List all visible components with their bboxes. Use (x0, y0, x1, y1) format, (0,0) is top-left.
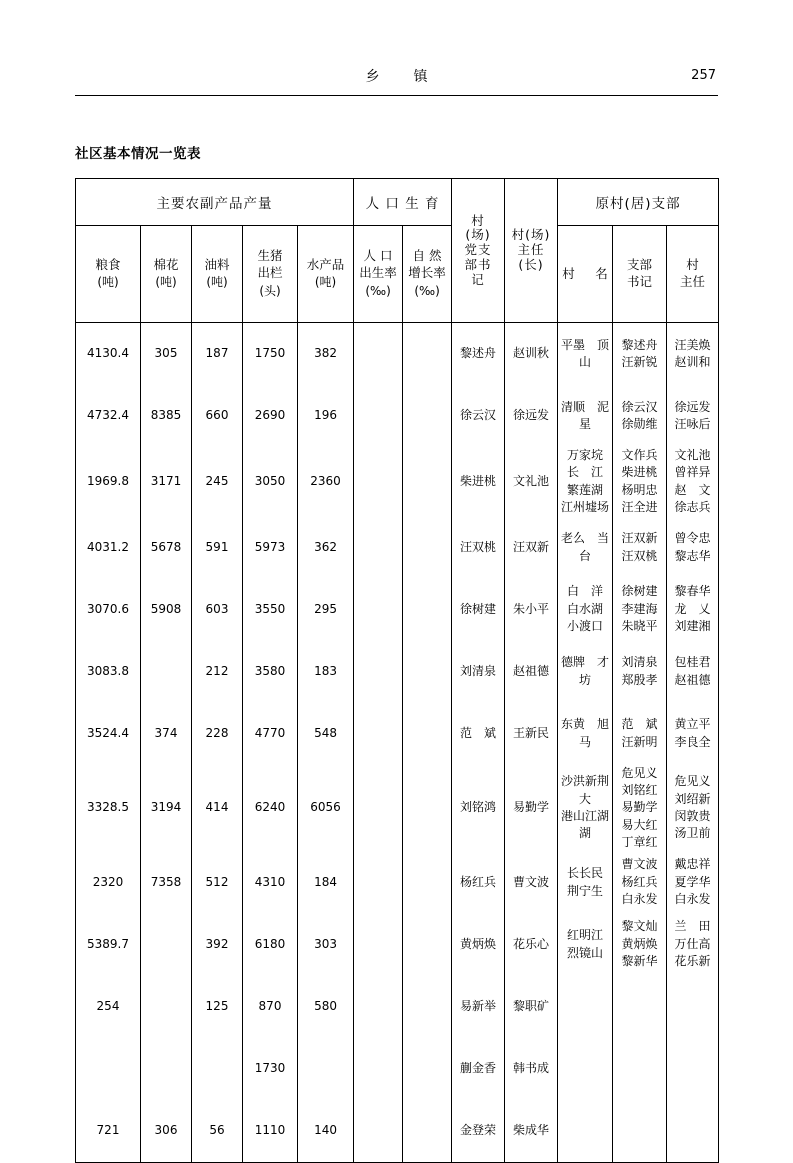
cell-branch-secretary (613, 976, 667, 1038)
cell-growthrate (403, 852, 452, 914)
cell-birthrate (354, 914, 403, 976)
cell-village-director (667, 1038, 719, 1100)
header-title: 乡 镇 (365, 69, 438, 85)
cell-party-secretary: 黎述舟 (452, 323, 505, 386)
cell-village-head: 曹文波 (505, 852, 558, 914)
cell-branch-secretary: 危见义 刘铭红 易勤学 易大红 丁章红 (613, 765, 667, 852)
cell-branch-secretary: 汪双新 汪双桃 (613, 517, 667, 579)
col-header-growthrate: 自 然 增长率 (‰) (403, 226, 452, 323)
table-row (76, 765, 719, 852)
cell-party-secretary: 刘清泉 (452, 641, 505, 703)
cell-village-name (558, 1100, 613, 1163)
cell-growthrate (403, 517, 452, 579)
cell-village-head: 花乐心 (505, 914, 558, 976)
cell-cotton (141, 641, 192, 703)
cell-growthrate (403, 641, 452, 703)
cell-cotton: 305 (141, 323, 192, 386)
cell-birthrate (354, 323, 403, 386)
cell-village-name: 老么 当台 (558, 517, 613, 579)
cell-village-name: 平墨 顶山 (558, 323, 613, 386)
cell-village-name: 德牌 才坊 (558, 641, 613, 703)
cell-oil: 212 (192, 641, 243, 703)
cell-village-name: 万家垸 长 江 繁莲湖 江州墟场 (558, 447, 613, 517)
group-header-products: 主要农副产品产量 (76, 179, 354, 226)
cell-village-director (667, 976, 719, 1038)
cell-branch-secretary: 范 斌 汪新明 (613, 703, 667, 765)
cell-cotton: 374 (141, 703, 192, 765)
cell-birthrate (354, 852, 403, 914)
cell-village-head: 汪双新 (505, 517, 558, 579)
cell-village-director: 黎春华 龙 乂 刘建湘 (667, 579, 719, 641)
table-container (75, 178, 718, 1163)
cell-village-head: 韩书成 (505, 1038, 558, 1100)
cell-growthrate (403, 765, 452, 852)
cell-party-secretary: 金登荣 (452, 1100, 505, 1163)
cell-village-head: 文礼池 (505, 447, 558, 517)
cell-aquatic: 295 (298, 579, 354, 641)
cell-growthrate (403, 1038, 452, 1100)
group-header-original-branch: 原村(居)支部 (558, 179, 719, 226)
cell-growthrate (403, 323, 452, 386)
cell-grain: 1969.8 (76, 447, 141, 517)
cell-party-secretary: 杨红兵 (452, 852, 505, 914)
cell-growthrate (403, 385, 452, 447)
cell-cotton: 8385 (141, 385, 192, 447)
cell-oil (192, 1038, 243, 1100)
cell-hogs: 6240 (243, 765, 298, 852)
cell-village-name: 沙洪新荆大 港山江湖湖 (558, 765, 613, 852)
community-overview-table (75, 178, 719, 1163)
cell-grain: 2320 (76, 852, 141, 914)
cell-aquatic: 183 (298, 641, 354, 703)
cell-village-head: 徐远发 (505, 385, 558, 447)
col-header-hogs: 生猪 出栏 (头) (243, 226, 298, 323)
cell-oil: 228 (192, 703, 243, 765)
table-body (76, 323, 719, 1163)
cell-village-name: 红明江 烈镜山 (558, 914, 613, 976)
cell-hogs: 3550 (243, 579, 298, 641)
cell-party-secretary: 黄炳焕 (452, 914, 505, 976)
cell-grain: 4732.4 (76, 385, 141, 447)
cell-oil: 56 (192, 1100, 243, 1163)
cell-cotton (141, 914, 192, 976)
table-row (76, 703, 719, 765)
cell-birthrate (354, 1038, 403, 1100)
cell-grain: 254 (76, 976, 141, 1038)
cell-aquatic: 548 (298, 703, 354, 765)
col-header-oil: 油料 (吨) (192, 226, 243, 323)
cell-hogs: 3580 (243, 641, 298, 703)
cell-hogs: 1730 (243, 1038, 298, 1100)
cell-oil: 414 (192, 765, 243, 852)
cell-village-director (667, 1100, 719, 1163)
table-sub-header-row (76, 226, 719, 323)
cell-village-name (558, 1038, 613, 1100)
cell-party-secretary: 柴进桃 (452, 447, 505, 517)
cell-cotton: 5678 (141, 517, 192, 579)
cell-oil: 187 (192, 323, 243, 386)
group-header-party-secretary: 村 (场) 党支 部书 记 (452, 179, 505, 323)
cell-aquatic: 2360 (298, 447, 354, 517)
cell-aquatic: 362 (298, 517, 354, 579)
cell-hogs: 6180 (243, 914, 298, 976)
col-header-aquatic: 水产品 (吨) (298, 226, 354, 323)
page-number: 257 (691, 68, 716, 83)
cell-hogs: 2690 (243, 385, 298, 447)
col-header-birthrate: 人 口 出生率 (‰) (354, 226, 403, 323)
group-header-village-head: 村(场) 主任 (长) (505, 179, 558, 323)
cell-village-head: 朱小平 (505, 579, 558, 641)
cell-cotton (141, 976, 192, 1038)
col-header-grain: 粮食 (吨) (76, 226, 141, 323)
col-header-cotton: 棉花 (吨) (141, 226, 192, 323)
cell-grain: 3083.8 (76, 641, 141, 703)
cell-branch-secretary: 徐树建 李建海 朱晓平 (613, 579, 667, 641)
cell-hogs: 3050 (243, 447, 298, 517)
cell-hogs: 1110 (243, 1100, 298, 1163)
cell-cotton (141, 1038, 192, 1100)
table-row (76, 447, 719, 517)
cell-grain (76, 1038, 141, 1100)
cell-branch-secretary (613, 1038, 667, 1100)
table-row (76, 323, 719, 386)
table-row (76, 579, 719, 641)
cell-village-name: 清顺 泥星 (558, 385, 613, 447)
cell-growthrate (403, 976, 452, 1038)
cell-village-director: 包桂君 赵祖德 (667, 641, 719, 703)
cell-grain: 4130.4 (76, 323, 141, 386)
cell-village-name: 东黄 旭马 (558, 703, 613, 765)
cell-birthrate (354, 385, 403, 447)
cell-cotton: 5908 (141, 579, 192, 641)
cell-birthrate (354, 765, 403, 852)
cell-party-secretary: 易新举 (452, 976, 505, 1038)
cell-grain: 4031.2 (76, 517, 141, 579)
cell-village-director: 黄立平 李良全 (667, 703, 719, 765)
cell-oil: 603 (192, 579, 243, 641)
cell-branch-secretary: 徐云汉 徐勋维 (613, 385, 667, 447)
col-header-village-name: 村 名 (558, 226, 613, 323)
cell-birthrate (354, 517, 403, 579)
cell-cotton: 3171 (141, 447, 192, 517)
cell-party-secretary: 刘铭鸿 (452, 765, 505, 852)
cell-village-name: 白 洋 白水湖 小渡口 (558, 579, 613, 641)
cell-village-head: 赵祖德 (505, 641, 558, 703)
cell-cotton: 7358 (141, 852, 192, 914)
cell-hogs: 4770 (243, 703, 298, 765)
cell-aquatic: 303 (298, 914, 354, 976)
cell-village-head: 赵训秋 (505, 323, 558, 386)
cell-party-secretary: 徐树建 (452, 579, 505, 641)
cell-village-director: 徐远发 汪咏后 (667, 385, 719, 447)
cell-growthrate (403, 447, 452, 517)
cell-growthrate (403, 703, 452, 765)
cell-branch-secretary: 文作兵 柴进桃 杨明忠 汪全进 (613, 447, 667, 517)
cell-birthrate (354, 976, 403, 1038)
cell-hogs: 1750 (243, 323, 298, 386)
cell-party-secretary: 范 斌 (452, 703, 505, 765)
table-row (76, 385, 719, 447)
cell-village-director: 危见义 刘绍新 闵敦贵 汤卫前 (667, 765, 719, 852)
cell-grain: 3070.6 (76, 579, 141, 641)
table-row (76, 852, 719, 914)
col-header-village-director: 村 主任 (667, 226, 719, 323)
cell-village-name: 长长民 荆宁生 (558, 852, 613, 914)
cell-village-director: 戴忠祥 夏学华 白永发 (667, 852, 719, 914)
cell-birthrate (354, 1100, 403, 1163)
cell-growthrate (403, 579, 452, 641)
cell-aquatic: 580 (298, 976, 354, 1038)
cell-cotton: 306 (141, 1100, 192, 1163)
cell-aquatic: 196 (298, 385, 354, 447)
cell-hogs: 4310 (243, 852, 298, 914)
cell-branch-secretary: 黎文灿 黄炳焕 黎新华 (613, 914, 667, 976)
group-header-population: 人 口 生 育 (354, 179, 452, 226)
cell-birthrate (354, 579, 403, 641)
cell-party-secretary: 蒯金香 (452, 1038, 505, 1100)
cell-oil: 245 (192, 447, 243, 517)
cell-village-director: 文礼池 曾祥异 赵 文 徐志兵 (667, 447, 719, 517)
cell-birthrate (354, 447, 403, 517)
cell-village-director: 兰 田 万仕高 花乐新 (667, 914, 719, 976)
cell-oil: 512 (192, 852, 243, 914)
cell-oil: 392 (192, 914, 243, 976)
cell-aquatic: 140 (298, 1100, 354, 1163)
cell-village-head: 柴成华 (505, 1100, 558, 1163)
table-row (76, 1038, 719, 1100)
cell-growthrate (403, 1100, 452, 1163)
table-row (76, 1100, 719, 1163)
cell-grain: 3524.4 (76, 703, 141, 765)
cell-aquatic: 6056 (298, 765, 354, 852)
cell-oil: 125 (192, 976, 243, 1038)
cell-village-head: 易勤学 (505, 765, 558, 852)
cell-village-director: 曾令忠 黎志华 (667, 517, 719, 579)
cell-party-secretary: 徐云汉 (452, 385, 505, 447)
col-header-branch-secretary: 支部 书记 (613, 226, 667, 323)
cell-grain: 3328.5 (76, 765, 141, 852)
cell-birthrate (354, 641, 403, 703)
page-header (75, 60, 718, 96)
table-row (76, 517, 719, 579)
cell-grain: 721 (76, 1100, 141, 1163)
cell-branch-secretary: 曹文波 杨红兵 白永发 (613, 852, 667, 914)
table-caption: 社区基本情况一览表 (75, 146, 201, 162)
cell-branch-secretary (613, 1100, 667, 1163)
cell-village-director: 汪美焕 赵训和 (667, 323, 719, 386)
table-row (76, 976, 719, 1038)
cell-village-head: 王新民 (505, 703, 558, 765)
cell-hogs: 870 (243, 976, 298, 1038)
cell-birthrate (354, 703, 403, 765)
cell-branch-secretary: 黎述舟 汪新锐 (613, 323, 667, 386)
table-group-header-row (76, 179, 719, 226)
cell-growthrate (403, 914, 452, 976)
cell-grain: 5389.7 (76, 914, 141, 976)
cell-cotton: 3194 (141, 765, 192, 852)
table-row (76, 914, 719, 976)
cell-village-head: 黎职矿 (505, 976, 558, 1038)
cell-party-secretary: 汪双桃 (452, 517, 505, 579)
cell-village-name (558, 976, 613, 1038)
table-row (76, 641, 719, 703)
cell-aquatic: 382 (298, 323, 354, 386)
cell-oil: 591 (192, 517, 243, 579)
cell-aquatic (298, 1038, 354, 1100)
cell-hogs: 5973 (243, 517, 298, 579)
cell-aquatic: 184 (298, 852, 354, 914)
cell-oil: 660 (192, 385, 243, 447)
cell-branch-secretary: 刘清泉 郑殷孝 (613, 641, 667, 703)
